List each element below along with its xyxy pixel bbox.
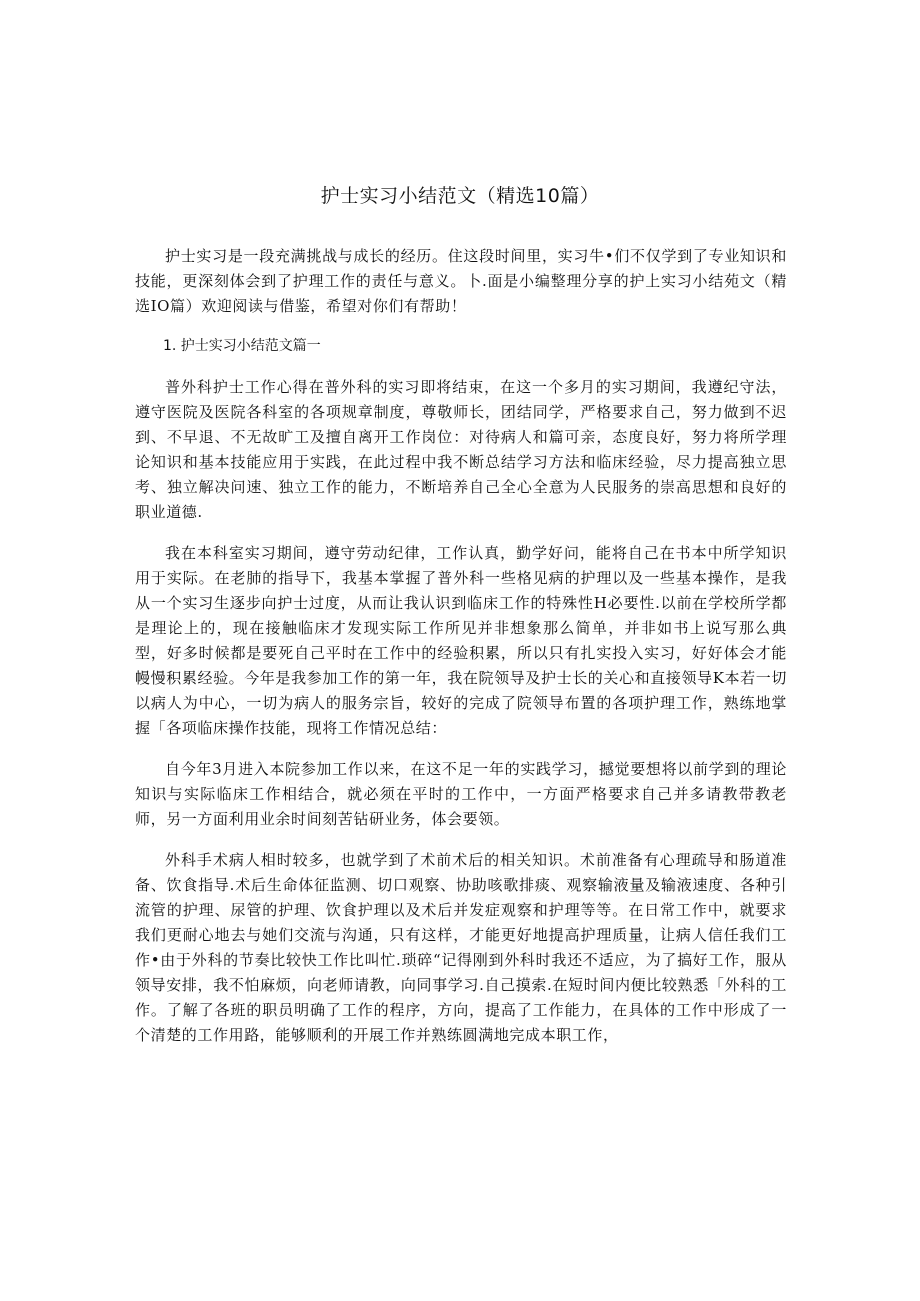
body-paragraph-2: 我在本科室实习期间，遵守劳动纪律，工作认真，勤学好问，能将自己在书本中所学知识用于实际。在老肺的指导下，我基本掌握了普外科一些格见病的护理以及一些基本操作，是我从一个实习生逐步向护士过度，从而让我认识到临床工作的特殊性H必要性.以前在学校所学都是理论上的，现在接触临床才发现实际工作所见并非想象那么简单，并非如书上说写那么典型，好多时候都是要死自己平时在工作中的经验积累，所以只有扎实投入实习，好好体会才能幔慢积累经验。今年是我参加工作的第一年，我在院领导及护士长的关心和直接领导K本若一切以病人为中心，一切为病人的服务宗旨，较好的完成了院领导布置的各项护理工作，熟练地掌握「各项临床操作技能，现将工作情况总结： <box>135 544 787 737</box>
body-paragraph-3: 自今年3月进入本院参加工作以来，在这不足一年的实践学习，撼觉要想将以前学到的理论知识与实际临床工作相结合，就必须在平时的工作中，一方面严格要求自己并多请教带教老师，另一方面利用业余时间刻苦钻研业务，体会要领。 <box>135 760 787 828</box>
intro-paragraph: 护士实习是一段充满挑战与成长的经历。住这段时间里，实习牛•们不仅学到了专业知识和技能，更深刻体会到了护理工作的责任与意义。卜.面是小编整理分享的护上实习小结苑文（精选IO篇）欢迎阅读与借鉴，希望对你们有帮助！ <box>135 247 787 315</box>
document-body <box>135 244 787 1064</box>
section-heading: 1. 护士实习小结范文篇一 <box>163 338 321 354</box>
document-title: 护士实习小结范文（精选10篇） <box>320 185 600 207</box>
body-paragraph-4: 外科手术病人相时较多，也就学到了术前术后的相关知识。术前准备有心理疏导和肠道准备、饮食指导.术后生命体征监测、切口观察、协助咳歌排痰、观察输液量及输液速度、各种引流管的护理、尿管的护理、饮食护理以及术后并发症观察和护理等等。在日常工作中，就要求我们更耐心地去与她们交流与沟通，只有这样，才能更好地提高护理质量，让病人信任我们工作•由于外科的节奏比较快工作比叫忙.琐碎“记得刚到外科时我还不适应，为了搞好工作，服从领导安排，我不怕麻烦，向老师请教，向同事学习.自己摸索.在短时间内便比较熟悉「外科的工作。了解了各班的职员明确了工作的程序，方向，提高了工作能力，在具体的工作中形成了一个清楚的工作用路，能够顺利的开展工作并熟练圆满地完成本职工作， <box>135 851 787 1044</box>
body-paragraph-1: 普外科护士工作心得在普外科的实习即将结束，在这一个多月的实习期间，我遵纪守法，遵守医院及医院各科室的各项规章制度，尊敬师长，团结同学，严格要求自己，努力做到不迟到、不早退、不无故旷工及擅自离开工作岗位：对待病人和篇可亲，态度良好，努力将所学理论知识和基本技能应用于实践，在此过程中我不断总结学习方法和临床经验，尽力提高独立思考、独立解决问速、独立工作的能力，不断培养自己全心全意为人民服务的崇高思想和良好的职业道德. <box>135 378 787 521</box>
